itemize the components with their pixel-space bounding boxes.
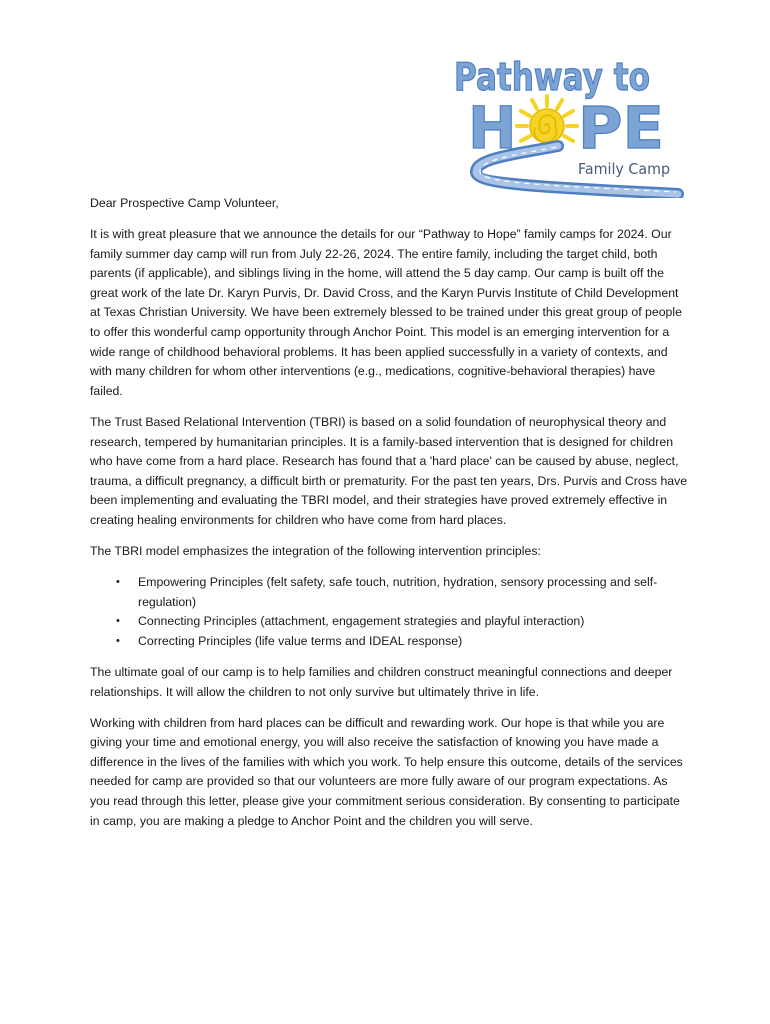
logo-tagline: Family Camp [578,160,670,178]
logo-graphic [446,50,686,198]
greeting: Dear Prospective Camp Volunteer, [90,196,279,210]
logo-letters-pe: PE [578,94,664,162]
list-item [116,612,690,632]
logo-letter-h: H [468,94,517,162]
principle-text: Connecting Principles (attachment, engagement strategies and playful interaction) [138,614,585,629]
principle-text: Correcting Principles (life value terms and IDEAL response) [138,633,463,648]
paragraph-camp-announcement: It is with great pleasure that we announce the details for our “Pathway to Hope” family camps for 2024. Our family summer day camp will run from July 22-26, 2024. The entire family, including the target child, both parents (if applicable), and siblings living in the home, will attend the 5 day camp. Our camp is built off the great work of the late Dr. Karyn Purvis, Dr. David Cross, and the Karyn Purvis Institute of Child Development at Texas Christian University. We have been extremely blessed to be trained under this great group of people to offer this wonderful camp opportunity through Anchor Point. This model is an emerging intervention for a wide range of childhood behavioral problems. It has been applied successfully in a variety of contexts, and with many children for whom other interventions (e.g., medications, cognitive-behavioral therapies) have failed. [90,227,682,398]
paragraph-principles-intro: The TBRI model emphasizes the integration of the following intervention principles: [90,544,541,558]
bullet-icon: • [116,615,120,628]
sun-icon [517,96,577,143]
paragraph-camp-goal: The ultimate goal of our camp is to help families and children construct meaningful connections and deeper relationships. It will allow the children to not only survive but ultimately thrive in life. [90,664,673,699]
bullet-icon: • [116,576,120,589]
list-item [116,573,690,612]
list-item [116,632,690,652]
paragraph-tbri-description: The Trust Based Relational Intervention (TBRI) is based on a solid foundation of neurophysical theory and research, tempered by humanitarian principles. It is a family-based intervention that is designed for children who have come from a hard place. Research has found that a 'hard place' can be caused by abuse, neglect, trauma, a difficult pregnancy, a difficult birth or prematurity. For the past ten years, Drs. Purvis and Cross have been implementing and evaluating the TBRI model, and their strategies have proved extremely effective in creating healing environments for children who have come from hard places. [90,414,688,527]
pathway-to-hope-logo [446,50,686,198]
logo-line1: Pathway to [454,55,650,99]
letter-body [90,194,690,843]
paragraph-volunteer-commitment: Working with children from hard places can be difficult and rewarding work. Our hope is that while you are giving your time and emotional energy, you will also receive the satisfaction of knowing you have made a difference in the lives of the families with which you work. To help ensure this outcome, details of the services needed for camp are provided so that our volunteers are more fully aware of our program expectations. As you read through this letter, please give your commitment serious consideration. By consenting to participate in camp, you are making a pledge to Anchor Point and the children you will serve. [90,715,683,828]
bullet-icon: • [116,634,120,647]
principle-text: Empowering Principles (felt safety, safe touch, nutrition, hydration, sensory processing and self-regulation) [138,575,658,609]
principles-list [90,573,690,651]
